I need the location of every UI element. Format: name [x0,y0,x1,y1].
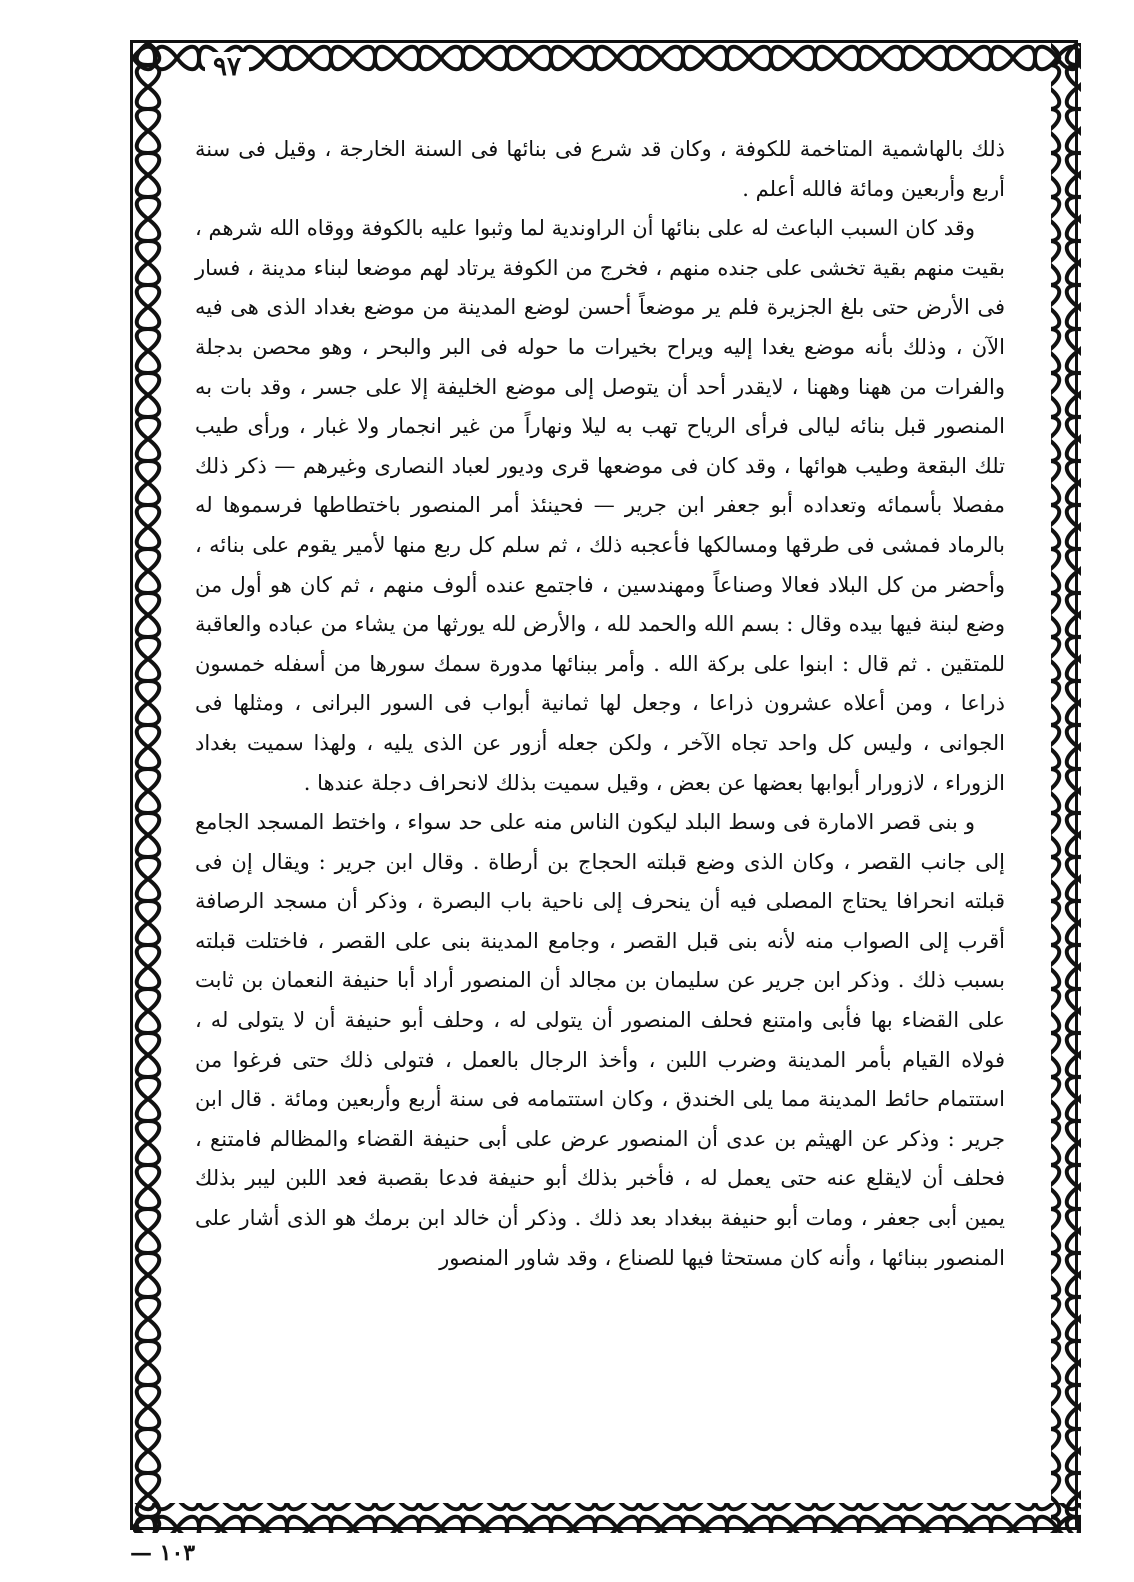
page-body [195,130,1005,1278]
signature-mark: ١٠٣ — [130,1540,196,1566]
paragraph: ذلك بالهاشمية المتاخمة للكوفة ، وكان قد شرع فى بنائها فى السنة الخارجة ، وقيل فى سنة أربع وأربعين ومائة فالله أعلم . [195,137,1005,201]
paragraph: و بنى قصر الامارة فى وسط البلد ليكون الناس منه على حد سواء ، واختط المسجد الجامع إلى جانب القصر ، وكان الذى وضع قبلته الحجاج بن أرطاة . وقال ابن جرير : ويقال إن فى قبلته انحرافا يحتاج المصلى فيه أن ينحرف إلى ناحية باب البصرة ، وذكر أن مسجد الرصافة أقرب إلى الصواب منه لأنه بنى قبل القصر ، وجامع المدينة بنى على القصر ، فاختلت قبلته بسبب ذلك . وذكر ابن جرير عن سليمان بن مجالد أن المنصور أراد أبا حنيفة النعمان بن ثابت على القضاء بها فأبى وامتنع فحلف المنصور أن يتولى له ، وحلف أبو حنيفة أن لا يتولى له ، فولاه القيام بأمر المدينة وضرب اللبن ، وأخذ الرجال بالعمل ، فتولى ذلك حتى فرغوا من استتمام حائط المدينة مما يلى الخندق ، وكان استتمامه فى سنة أربع وأربعين ومائة . قال ابن جرير : وذكر عن الهيثم بن عدى أن المنصور عرض على أبى حنيفة القضاء والمظالم فامتنع ، فحلف أن لايقلع عنه حتى يعمل له ، فأخبر بذلك أبو حنيفة فدعا بقصبة فعد اللبن ليبر بذلك يمين أبى جعفر ، ومات أبو حنيفة ببغداد بعد ذلك . وذكر أن خالد ابن برمك هو الذى أشار على المنصور ببنائها ، وأنه كان مستحثا فيها للصناع ، وقد شاور المنصور [195,810,1005,1270]
page-number: ٩٧ [205,52,249,82]
paragraph: وقد كان السبب الباعث له على بنائها أن الراوندية لما وثبوا عليه بالكوفة ووقاه الله شرهم ، بقيت منهم بقية تخشى على جنده منهم ، فخرج من الكوفة يرتاد لهم موضعا لبناء مدينة ، فسار فى الأرض حتى بلغ الجزيرة فلم ير موضعاً أحسن لوضع المدينة من موضع بغداد الذى هى فيه الآن ، وذلك بأنه موضع يغدا إليه ويراح بخيرات ما حوله فى البر والبحر ، وهو محصن بدجلة والفرات من ههنا وههنا ، لايقدر أحد أن يتوصل إلى موضع الخليفة إلا على جسر ، وقد بات به المنصور قبل بنائه ليالى فرأى الرياح تهب به ليلا ونهاراً من غير انجمار ولا غبار ، ورأى طيب تلك البقعة وطيب هوائها ، وقد كان فى موضعها قرى وديور لعباد النصارى وغيرهم — ذكر ذلك مفصلا بأسمائه وتعداده أبو جعفر ابن جرير — فحينئذ أمر المنصور باختطاطها فرسموها له بالرماد فمشى فى طرقها ومسالكها فأعجبه ذلك ، ثم سلم كل ربع منها لأمير يقوم على بنائه ، وأحضر من كل البلاد فعالا وصناعاً ومهندسين ، فاجتمع عنده ألوف منهم ، ثم كان هو أول من وضع لبنة فيها بيده وقال : بسم الله والحمد لله ، والأرض لله يورثها من يشاء من عباده والعاقبة للمتقين . ثم قال : ابنوا على بركة الله . وأمر ببنائها مدورة سمك سورها من أسفله خمسون ذراعا ، ومن أعلاه عشرون ذراعا ، وجعل لها ثمانية أبواب فى السور البرانى ، ومثلها فى الجوانى ، وليس كل واحد تجاه الآخر ، ولكن جعله أزور عن الذى يليه ، ولهذا سميت بغداد الزوراء ، لازورار أبوابها بعضها عن بعض ، وقيل سميت بذلك لانحراف دجلة عندها . [195,216,1005,795]
